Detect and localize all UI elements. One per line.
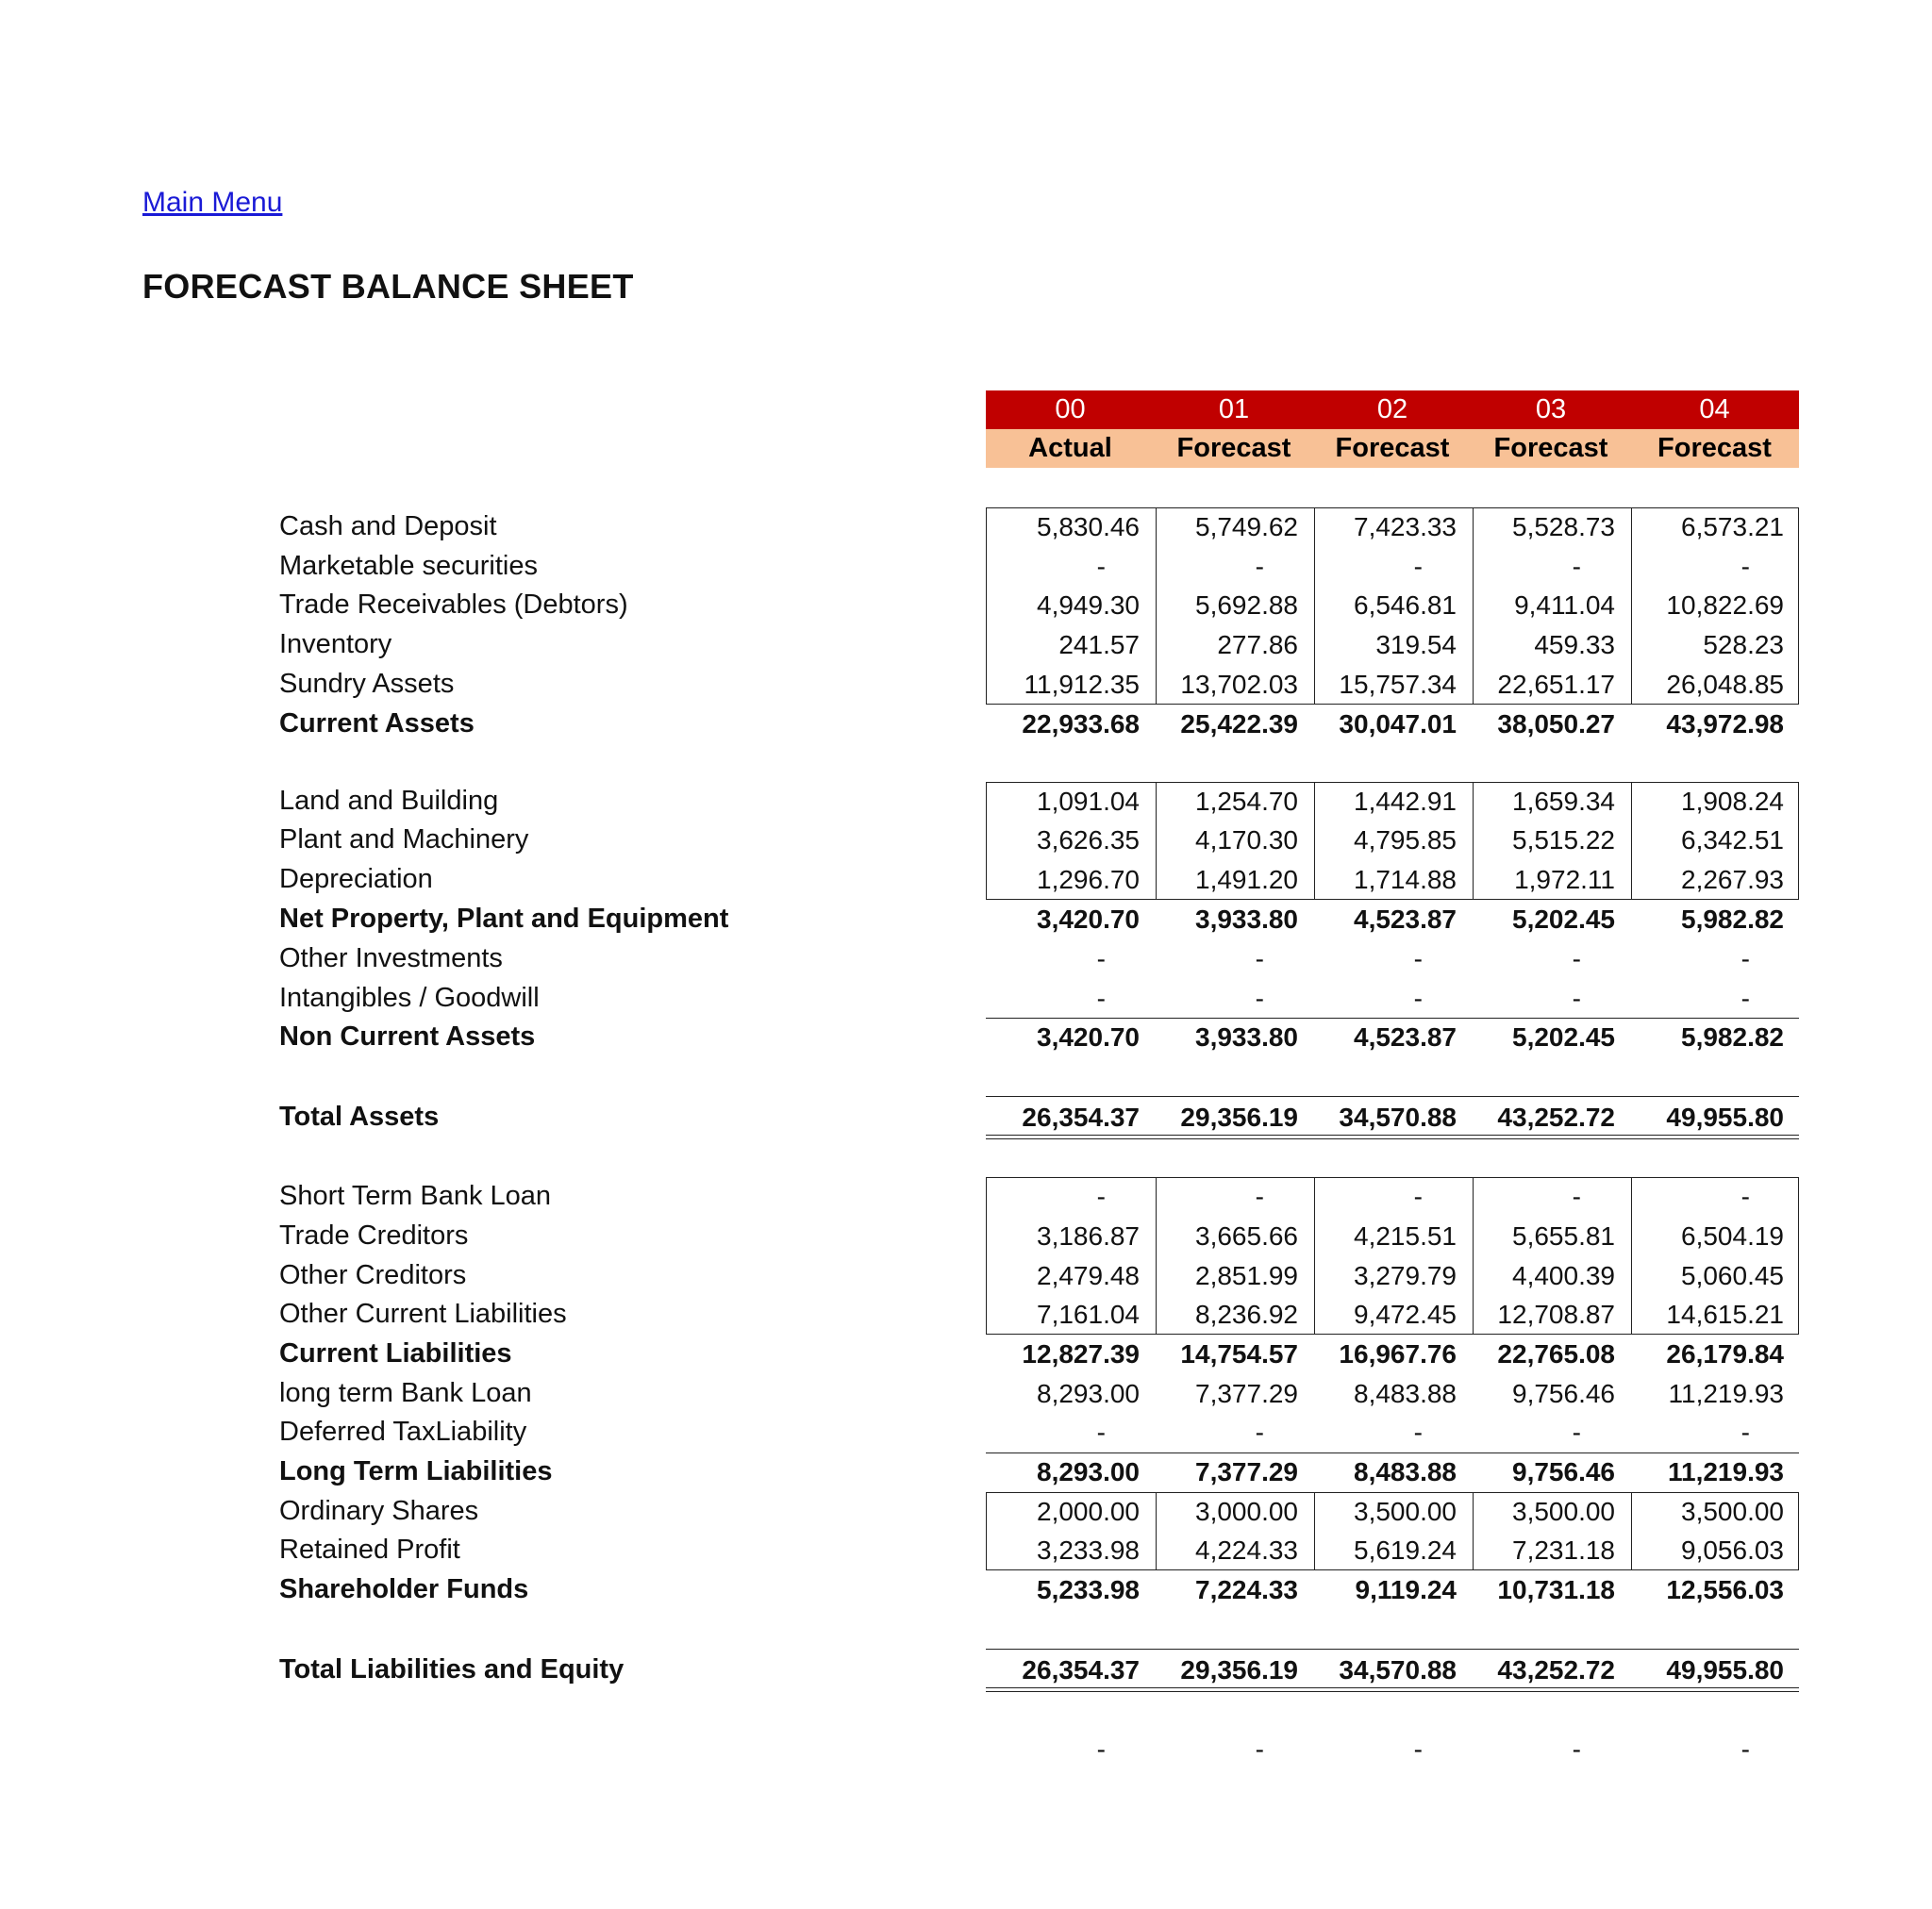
row-label: Total Liabilities and Equity: [279, 1654, 625, 1685]
value-cell: -: [1096, 984, 1106, 1013]
value-cell: 3,420.70: [1037, 905, 1140, 934]
value-cell: 5,202.45: [1512, 905, 1615, 934]
table-row: [0, 1531, 1932, 1570]
table-row: [0, 1295, 1932, 1335]
value-cell: 3,420.70: [1037, 1022, 1140, 1052]
value-cell: 1,908.24: [1681, 787, 1784, 816]
value-cell: 38,050.27: [1497, 709, 1615, 739]
value-cell: 6,342.51: [1681, 825, 1784, 855]
value-cell: 2,000.00: [1037, 1497, 1140, 1526]
table-row: [0, 782, 1932, 822]
value-cell: 29,356.19: [1180, 1655, 1298, 1685]
value-cell: -: [1572, 944, 1581, 973]
value-cell: 5,515.22: [1512, 825, 1615, 855]
year-header-cell: 04: [1699, 394, 1730, 424]
value-cell: 277.86: [1217, 630, 1298, 659]
value-cell: -: [1096, 1418, 1106, 1447]
value-cell: 29,356.19: [1180, 1103, 1298, 1132]
row-label: Current Assets: [279, 708, 475, 739]
table-row: [0, 547, 1932, 587]
value-cell: -: [1740, 1182, 1750, 1211]
table-row: [0, 1730, 1932, 1769]
value-cell: 26,048.85: [1666, 670, 1784, 699]
row-label: Cash and Deposit: [279, 511, 497, 541]
table-row: [0, 507, 1932, 547]
value-cell: 49,955.80: [1666, 1655, 1784, 1685]
value-cell: 22,933.68: [1022, 709, 1140, 739]
value-cell: 9,756.46: [1512, 1379, 1615, 1408]
rule-line: [986, 1096, 1799, 1097]
value-cell: 9,119.24: [1355, 1575, 1457, 1604]
value-cell: -: [1572, 552, 1581, 581]
table-row: [0, 821, 1932, 860]
value-cell: 4,215.51: [1354, 1221, 1457, 1251]
value-cell: 7,377.29: [1195, 1457, 1298, 1486]
value-cell: 5,060.45: [1681, 1261, 1784, 1290]
value-cell: 3,500.00: [1681, 1497, 1784, 1526]
row-label: Total Assets: [279, 1102, 440, 1132]
table-row: [0, 1413, 1932, 1452]
value-cell: 14,615.21: [1666, 1300, 1784, 1329]
value-cell: -: [1413, 1418, 1423, 1447]
table-row: [0, 939, 1932, 979]
value-cell: 1,714.88: [1354, 865, 1457, 894]
value-cell: -: [1096, 552, 1106, 581]
type-header-cell: Forecast: [1493, 433, 1608, 463]
value-cell: 3,933.80: [1195, 1022, 1298, 1052]
row-label: Land and Building: [279, 786, 499, 816]
value-cell: 11,219.93: [1667, 1457, 1784, 1486]
value-cell: 7,161.04: [1037, 1300, 1140, 1329]
value-cell: 8,293.00: [1037, 1379, 1140, 1408]
value-cell: 16,967.76: [1339, 1339, 1457, 1369]
value-cell: -: [1413, 984, 1423, 1013]
row-label: Intangibles / Goodwill: [279, 983, 540, 1013]
value-cell: -: [1255, 984, 1264, 1013]
table-row: [0, 1452, 1932, 1492]
year-header-cell: 02: [1376, 394, 1408, 424]
row-label: Shareholder Funds: [279, 1574, 529, 1604]
value-cell: 1,442.91: [1354, 787, 1457, 816]
value-cell: -: [1740, 984, 1750, 1013]
value-cell: 4,400.39: [1512, 1261, 1615, 1290]
value-cell: 3,626.35: [1037, 825, 1140, 855]
value-cell: -: [1255, 1182, 1264, 1211]
table-row: [0, 1018, 1932, 1057]
table-row: [0, 1651, 1932, 1690]
row-label: Other Investments: [279, 943, 503, 973]
value-cell: 43,972.98: [1666, 709, 1784, 739]
value-cell: -: [1413, 1182, 1423, 1211]
row-label: Short Term Bank Loan: [279, 1181, 552, 1211]
value-cell: 3,000.00: [1195, 1497, 1298, 1526]
table-row: [0, 1570, 1932, 1610]
value-cell: 6,504.19: [1681, 1221, 1784, 1251]
value-cell: -: [1740, 944, 1750, 973]
value-cell: 7,377.29: [1195, 1379, 1298, 1408]
value-cell: 26,354.37: [1022, 1655, 1140, 1685]
table-row: [0, 625, 1932, 665]
value-cell: 319.54: [1375, 630, 1457, 659]
value-cell: -: [1572, 984, 1581, 1013]
value-cell: -: [1740, 552, 1750, 581]
value-cell: 1,091.04: [1037, 787, 1140, 816]
row-label: Marketable securities: [279, 551, 538, 581]
value-cell: 9,756.46: [1512, 1457, 1615, 1486]
value-cell: 1,491.20: [1195, 865, 1298, 894]
column-type-header: [986, 429, 1799, 468]
value-cell: 6,573.21: [1681, 512, 1784, 541]
value-cell: 8,483.88: [1354, 1379, 1457, 1408]
value-cell: 6,546.81: [1354, 590, 1457, 620]
value-cell: 8,293.00: [1037, 1457, 1140, 1486]
value-cell: 11,912.35: [1024, 670, 1140, 699]
value-cell: 49,955.80: [1666, 1103, 1784, 1132]
table-row: [0, 665, 1932, 705]
value-cell: 34,570.88: [1339, 1103, 1457, 1132]
value-cell: 4,523.87: [1354, 905, 1457, 934]
value-cell: 1,254.70: [1195, 787, 1298, 816]
table-row: [0, 1492, 1932, 1532]
value-cell: 4,523.87: [1354, 1022, 1457, 1052]
value-cell: 9,056.03: [1681, 1536, 1784, 1565]
value-cell: -: [1255, 944, 1264, 973]
value-cell: 4,795.85: [1354, 825, 1457, 855]
value-cell: -: [1740, 1418, 1750, 1447]
row-label: Sundry Assets: [279, 669, 455, 699]
value-cell: 5,749.62: [1195, 512, 1298, 541]
value-cell: 5,982.82: [1681, 1022, 1784, 1052]
table-row: [0, 900, 1932, 939]
row-label: Ordinary Shares: [279, 1496, 479, 1526]
year-header-cell: 00: [1055, 394, 1086, 424]
type-header-cell: Actual: [1028, 433, 1112, 463]
value-cell: 9,411.04: [1514, 590, 1615, 620]
value-cell: 34,570.88: [1339, 1655, 1457, 1685]
value-cell: 22,651.17: [1497, 670, 1615, 699]
value-cell: 11,219.93: [1668, 1379, 1784, 1408]
value-cell: 2,267.93: [1681, 865, 1784, 894]
table-row: [0, 1374, 1932, 1414]
value-cell: 5,202.45: [1512, 1022, 1615, 1052]
row-label: Non Current Assets: [279, 1021, 536, 1052]
value-cell: 3,500.00: [1354, 1497, 1457, 1526]
value-cell: 5,830.46: [1037, 512, 1140, 541]
value-cell: -: [1255, 552, 1264, 581]
value-cell: 7,423.33: [1354, 512, 1457, 541]
value-cell: 7,224.33: [1195, 1575, 1298, 1604]
row-label: Net Property, Plant and Equipment: [279, 904, 729, 934]
row-label: Current Liabilities: [279, 1338, 512, 1369]
table-row: [0, 1098, 1932, 1137]
row-label: Trade Receivables (Debtors): [279, 589, 628, 620]
year-header-cell: 01: [1218, 394, 1250, 424]
value-cell: 4,224.33: [1195, 1536, 1298, 1565]
value-cell: -: [1740, 1735, 1750, 1764]
value-cell: 25,422.39: [1180, 709, 1298, 739]
row-label: Other Creditors: [279, 1260, 467, 1290]
value-cell: 241.57: [1058, 630, 1140, 659]
table-row: [0, 979, 1932, 1019]
value-cell: 3,279.79: [1354, 1261, 1457, 1290]
value-cell: 5,619.24: [1354, 1536, 1457, 1565]
value-cell: 30,047.01: [1339, 709, 1457, 739]
value-cell: 5,233.98: [1037, 1575, 1140, 1604]
value-cell: 3,665.66: [1195, 1221, 1298, 1251]
value-cell: 2,479.48: [1037, 1261, 1140, 1290]
value-cell: -: [1572, 1418, 1581, 1447]
value-cell: 7,231.18: [1512, 1536, 1615, 1565]
table-row: [0, 586, 1932, 625]
table-row: [0, 1217, 1932, 1256]
value-cell: 1,296.70: [1037, 865, 1140, 894]
value-cell: 12,827.39: [1022, 1339, 1140, 1369]
value-cell: 10,731.18: [1497, 1575, 1615, 1604]
value-cell: -: [1255, 1418, 1264, 1447]
value-cell: -: [1572, 1182, 1581, 1211]
page-title: FORECAST BALANCE SHEET: [142, 267, 634, 306]
row-label: Depreciation: [279, 864, 433, 894]
value-cell: -: [1096, 1182, 1106, 1211]
value-cell: 12,556.03: [1666, 1575, 1784, 1604]
value-cell: 3,500.00: [1512, 1497, 1615, 1526]
value-cell: 1,659.34: [1512, 787, 1615, 816]
main-menu-link[interactable]: Main Menu: [142, 187, 283, 218]
value-cell: -: [1572, 1735, 1581, 1764]
value-cell: 3,233.98: [1037, 1536, 1140, 1565]
table-row: [0, 860, 1932, 900]
value-cell: 26,179.84: [1666, 1339, 1784, 1369]
value-cell: 14,754.57: [1180, 1339, 1298, 1369]
table-row: [0, 705, 1932, 744]
value-cell: 4,170.30: [1195, 825, 1298, 855]
value-cell: 43,252.72: [1497, 1103, 1615, 1132]
value-cell: 2,851.99: [1195, 1261, 1298, 1290]
type-header-cell: Forecast: [1176, 433, 1291, 463]
value-cell: 4,949.30: [1037, 590, 1140, 620]
row-label: Plant and Machinery: [279, 824, 529, 855]
value-cell: 5,528.73: [1512, 512, 1615, 541]
value-cell: 12,708.87: [1497, 1300, 1615, 1329]
row-label: Trade Creditors: [279, 1220, 469, 1251]
value-cell: 5,982.82: [1681, 905, 1784, 934]
table-row: [0, 1256, 1932, 1296]
table-row: [0, 1177, 1932, 1217]
value-cell: 8,236.92: [1195, 1300, 1298, 1329]
value-cell: 15,757.34: [1339, 670, 1457, 699]
type-header-cell: Forecast: [1335, 433, 1450, 463]
row-label: Retained Profit: [279, 1535, 460, 1565]
value-cell: -: [1096, 944, 1106, 973]
value-cell: 459.33: [1534, 630, 1615, 659]
value-cell: 528.23: [1703, 630, 1784, 659]
value-cell: -: [1096, 1735, 1106, 1764]
row-label: Long Term Liabilities: [279, 1456, 553, 1486]
value-cell: -: [1413, 1735, 1423, 1764]
value-cell: -: [1255, 1735, 1264, 1764]
value-cell: -: [1413, 944, 1423, 973]
table-row: [0, 1335, 1932, 1374]
value-cell: 5,692.88: [1195, 590, 1298, 620]
value-cell: 43,252.72: [1497, 1655, 1615, 1685]
value-cell: -: [1413, 552, 1423, 581]
row-label: Inventory: [279, 629, 392, 659]
value-cell: 22,765.08: [1497, 1339, 1615, 1369]
row-label: Other Current Liabilities: [279, 1299, 567, 1329]
value-cell: 8,483.88: [1354, 1457, 1457, 1486]
column-year-header: [986, 390, 1799, 429]
type-header-cell: Forecast: [1657, 433, 1772, 463]
row-label: Deferred TaxLiability: [279, 1417, 527, 1447]
rule-line: [986, 1649, 1799, 1650]
value-cell: 9,472.45: [1354, 1300, 1457, 1329]
year-header-cell: 03: [1535, 394, 1567, 424]
value-cell: 26,354.37: [1022, 1103, 1140, 1132]
value-cell: 3,186.87: [1037, 1221, 1140, 1251]
value-cell: 3,933.80: [1195, 905, 1298, 934]
value-cell: 13,702.03: [1180, 670, 1298, 699]
value-cell: 5,655.81: [1512, 1221, 1615, 1251]
row-label: long term Bank Loan: [279, 1378, 532, 1408]
value-cell: 10,822.69: [1666, 590, 1784, 620]
value-cell: 1,972.11: [1514, 865, 1615, 894]
